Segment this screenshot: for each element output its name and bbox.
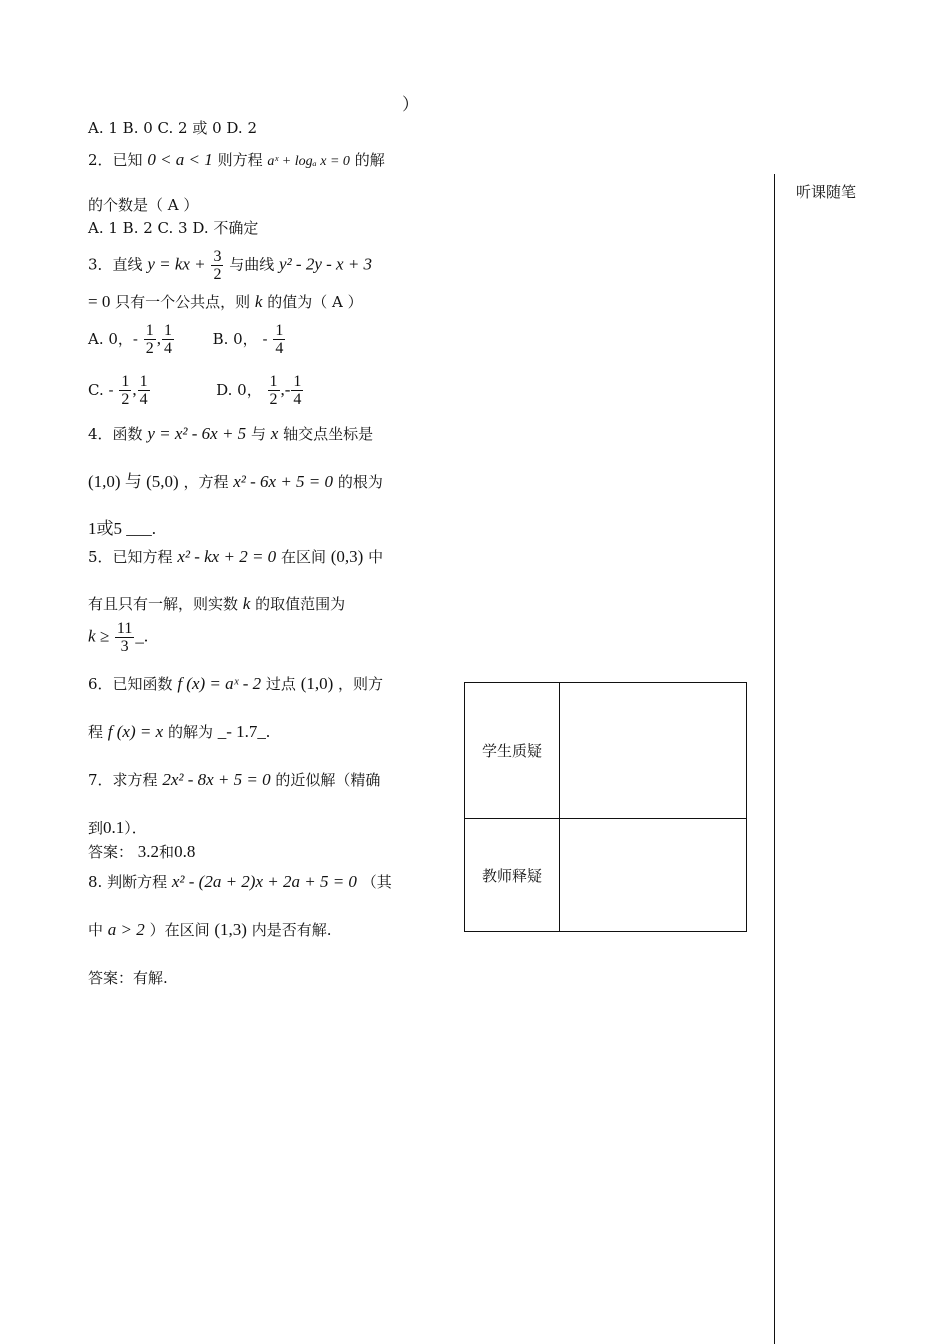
q3-option-c: C. - $\frac{1}{2}$ , $\frac{1}{4}$	[88, 373, 148, 408]
q7-suffix: 的近似解（精确	[275, 771, 381, 789]
q6-suffix: ，则方	[338, 675, 384, 693]
q4-mid: 与	[250, 425, 266, 443]
q2-line1	[88, 150, 385, 172]
sidebar-divider	[774, 174, 775, 1344]
q7-prefix: 7．求方程	[88, 771, 158, 789]
q7-equation: 2x² - 8x + 5 = 0	[162, 770, 271, 789]
q4-line2	[88, 472, 383, 492]
q8-equation: x² - (2a + 2)x + 2a + 5 = 0	[171, 872, 357, 891]
qa-table	[464, 682, 747, 932]
q7-precision: 0.1	[103, 818, 125, 837]
q3-k: k	[254, 292, 263, 311]
q6-equation: f (x) = aˣ - 2	[177, 674, 262, 693]
q8-condition: a > 2	[107, 920, 145, 939]
q1-options: A. 1 B. 0 C. 2 或 0 D. 2	[88, 119, 257, 137]
q4-suffix: 轴交点坐标是	[283, 425, 374, 443]
q4-equation: y = x² - 6x + 5	[147, 424, 247, 443]
q6-line1	[88, 674, 383, 694]
q2-options: A. 1 B. 2 C. 3 D. 不确定	[88, 219, 259, 237]
q5-answer: k ≥ $\frac{11}{3}$ _.	[88, 620, 149, 655]
q8-line2: 中 a > 2 ）在区间 (1,3) 内是否有解.	[88, 920, 332, 939]
q6-answer: _- 1.7_.	[217, 722, 271, 741]
q7-line1	[88, 770, 380, 790]
q3-options-cd	[88, 373, 304, 408]
q4-prefix: 4．函数	[88, 425, 143, 443]
q2-prefix: 2．已知	[88, 151, 143, 169]
q2-condition: 0 < a < 1	[147, 150, 213, 169]
q5-interval: (0,3)	[330, 547, 364, 566]
q8-answer: 答案：有解.	[88, 969, 168, 987]
q4-x: x	[270, 424, 279, 443]
q4-line2-equation: x² - 6x + 5 = 0	[233, 472, 334, 491]
q2-mid: 则方程	[217, 151, 263, 169]
q3-fraction: $\frac{3}{2}$	[213, 248, 222, 283]
q8-line1	[88, 872, 392, 892]
q2-line2: 的个数是（ A ）	[88, 196, 199, 214]
q3-options-ab	[88, 322, 286, 357]
q6-line2-mid: 的解为	[167, 723, 213, 741]
q3-curve-equation: y² - 2y - x + 3	[279, 254, 373, 274]
q8-interval: (1,3)	[214, 920, 247, 939]
q5-line2-text: 有且只有一解，则实数	[88, 595, 239, 613]
q4-answer-points: (1,0) 与 (5,0)	[88, 472, 179, 491]
q3-line-equation: y = kx +	[147, 254, 206, 274]
q3-mid: 与曲线	[229, 255, 275, 274]
student-question-cell[interactable]	[560, 683, 747, 819]
q3-line2-end: 的值为（ A ）	[267, 293, 363, 311]
q2-equation: aˣ + logₐ x = 0	[267, 154, 350, 169]
q8-suffix: （其	[361, 873, 392, 891]
q3-line2-equation: = 0	[88, 292, 111, 311]
q3-line1	[88, 248, 372, 283]
q4-answer: 1或5 ___.	[88, 519, 156, 538]
student-question-label: 学生质疑	[465, 683, 560, 819]
q5-equation: x² - kx + 2 = 0	[177, 547, 277, 566]
q3-line2-text: 只有一个公共点，则	[115, 293, 251, 311]
q6-prefix: 6．已知函数	[88, 675, 173, 693]
q7-line2: 到0.1）．	[88, 818, 147, 837]
q6-mid: 过点	[265, 675, 296, 693]
q3-prefix: 3．直线	[88, 255, 143, 274]
q4-line2-mid: ，方程	[183, 473, 229, 491]
q5-line1	[88, 547, 383, 567]
q6-line2-equation: f (x) = x	[107, 722, 164, 741]
q5-line2-end: 的取值范围为	[255, 595, 346, 613]
q8-prefix: 8. 判断方程	[88, 873, 168, 891]
notes-label: 听课随笔	[796, 183, 857, 201]
q3-option-d: D. 0， $\frac{1}{2}$ ,- $\frac{1}{4}$	[216, 373, 302, 408]
teacher-answer-cell[interactable]	[560, 819, 747, 932]
q6-point: (1,0)	[300, 674, 334, 693]
q4-line1	[88, 424, 373, 444]
q5-prefix: 5．已知方程	[88, 548, 173, 566]
q4-line2-end: 的根为	[337, 473, 383, 491]
q5-k: k	[242, 594, 251, 613]
teacher-answer-label: 教师释疑	[465, 819, 560, 932]
q3-line2	[88, 292, 363, 312]
q2-suffix: 的解	[354, 151, 385, 169]
q5-suffix: 中	[368, 548, 384, 566]
q3-option-b: B. 0， - $\frac{1}{4}$	[212, 322, 284, 357]
q5-mid: 在区间	[280, 548, 326, 566]
q5-line2	[88, 594, 345, 614]
q7-answer: 答案： 3.2和0.8	[88, 842, 196, 861]
q6-line2-text: 程	[88, 723, 104, 741]
q3-option-a: A. 0，- $\frac{1}{2}$ , $\frac{1}{4}$	[88, 322, 173, 357]
top-paren: ）	[402, 95, 419, 114]
q6-line2	[88, 722, 270, 742]
